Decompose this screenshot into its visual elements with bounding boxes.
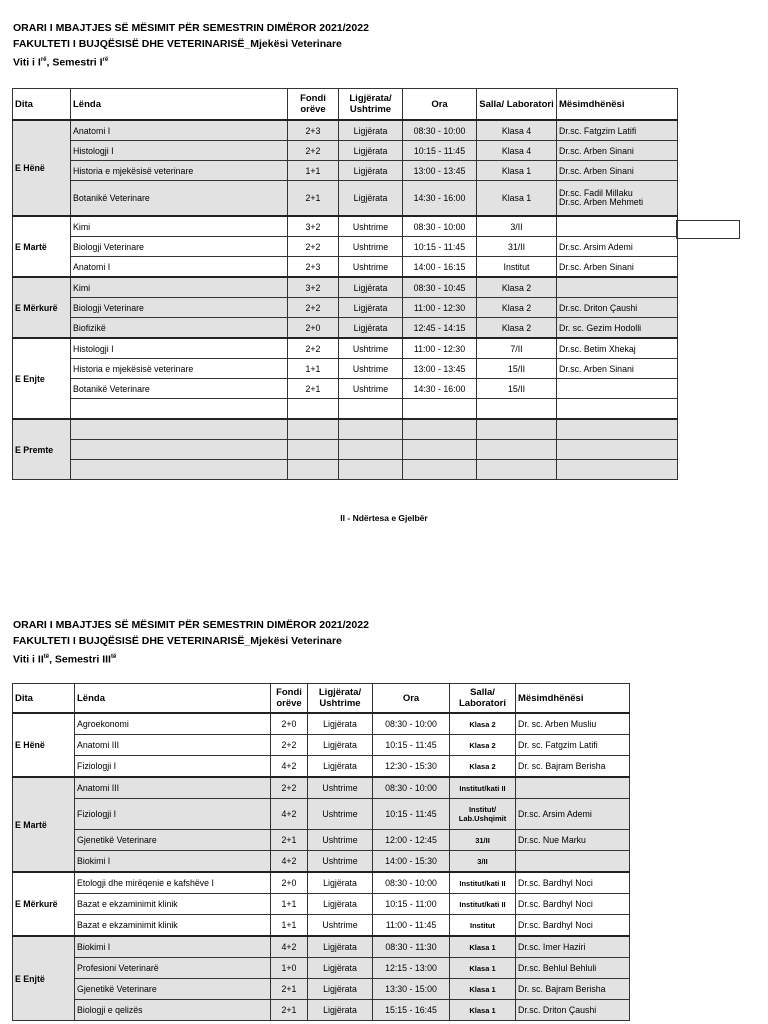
time-cell: 10:15 - 11:45: [403, 141, 477, 161]
time-cell: 11:00 - 12:30: [403, 298, 477, 318]
time-cell: 13:00 - 13:45: [403, 161, 477, 181]
type-cell: Ushtrime: [339, 257, 403, 278]
time-cell: [403, 399, 477, 420]
schedule-title: ORARI I MBAJTJES SË MËSIMIT PËR SEMESTRIN DIMËROR 2021/2022: [13, 619, 369, 631]
day-cell: E Enjtë: [13, 936, 75, 1021]
room-cell: 3/II: [477, 216, 557, 237]
time-cell: [403, 460, 477, 480]
subject-cell: Bazat e ekzaminimit klinik: [75, 915, 271, 937]
header-1: [13, 20, 369, 71]
teacher-cell: Dr.sc. Fatgzim Latifi: [557, 120, 678, 141]
table-row: [13, 830, 630, 851]
table-row: [13, 713, 630, 735]
teacher-cell: Dr.sc. Arsim Ademi: [557, 237, 678, 257]
subject-cell: Biokimi I: [75, 851, 271, 873]
teacher-cell: Dr. sc. Fatgzim Latifi: [516, 735, 630, 756]
table-row: [13, 915, 630, 937]
time-cell: 11:00 - 12:30: [403, 338, 477, 359]
subject-cell: Profesioni Veterinarë: [75, 958, 271, 979]
teacher-cell: Dr. sc. Arben Musliu: [516, 713, 630, 735]
room-cell: [477, 419, 557, 440]
hours-cell: 1+1: [288, 161, 339, 181]
teacher-cell: Dr.sc. Fadil Millaku Dr.sc. Arben Mehmeti: [557, 181, 678, 217]
table-row: [13, 318, 678, 339]
teacher-cell: [516, 851, 630, 873]
table-row: [13, 181, 678, 217]
subject-cell: Biokimi I: [75, 936, 271, 958]
time-cell: 14:30 - 16:00: [403, 181, 477, 217]
subject-cell: Anatomi III: [75, 777, 271, 799]
teacher-cell: [557, 379, 678, 399]
hours-cell: 2+3: [288, 257, 339, 278]
year-semester: Viti i $II^{të}$, Semestri $III^{të}$: [13, 653, 117, 666]
subject-cell: Kimi: [71, 216, 288, 237]
time-cell: 08:30 - 10:00: [403, 216, 477, 237]
table-row: [13, 419, 678, 440]
table-row: [13, 399, 678, 420]
subject-cell: Gjenetikë Veterinare: [75, 830, 271, 851]
type-cell: [339, 460, 403, 480]
hours-cell: 1+1: [288, 359, 339, 379]
hours-cell: 2+1: [288, 181, 339, 217]
subject-cell: [71, 419, 288, 440]
hours-cell: 2+1: [271, 979, 308, 1000]
room-cell: Klasa 2: [477, 318, 557, 339]
subject-cell: Histologji I: [71, 141, 288, 161]
room-cell: [477, 440, 557, 460]
table-row: [13, 1000, 630, 1021]
room-cell: Klasa 2: [450, 713, 516, 735]
subject-cell: Histologji I: [71, 338, 288, 359]
type-cell: [339, 440, 403, 460]
room-cell: Klasa 1: [477, 181, 557, 217]
subject-cell: Biofizikë: [71, 318, 288, 339]
hours-cell: 2+1: [288, 379, 339, 399]
type-cell: Ligjërata: [339, 120, 403, 141]
room-cell: [477, 399, 557, 420]
time-cell: 08:30 - 10:00: [373, 777, 450, 799]
hours-cell: 2+3: [288, 120, 339, 141]
table-row: [13, 851, 630, 873]
table-row: [13, 872, 630, 894]
year-semester: Viti i $I^{rë}$, Semestri $I^{rë}$: [13, 56, 109, 69]
teacher-cell: [557, 216, 678, 237]
type-cell: Ushtrime: [339, 216, 403, 237]
column-header: Lënda: [75, 684, 271, 714]
time-cell: 08:30 - 10:00: [403, 120, 477, 141]
time-cell: 14:00 - 15:30: [373, 851, 450, 873]
time-cell: 14:00 - 16:15: [403, 257, 477, 278]
type-cell: Ligjërata: [308, 872, 373, 894]
hours-cell: 1+0: [271, 958, 308, 979]
subject-cell: [71, 460, 288, 480]
subject-cell: Historia e mjekësisë veterinare: [71, 161, 288, 181]
subject-cell: Gjenetikë Veterinare: [75, 979, 271, 1000]
type-cell: Ligjërata: [339, 141, 403, 161]
time-cell: 15:15 - 16:45: [373, 1000, 450, 1021]
column-header: Fondi orëve: [288, 89, 339, 121]
column-header: Dita: [13, 89, 71, 121]
subject-cell: [71, 399, 288, 420]
table-row: [13, 936, 630, 958]
time-cell: 11:00 - 11:45: [373, 915, 450, 937]
room-cell: 15/II: [477, 359, 557, 379]
header-row: [13, 684, 630, 714]
teacher-cell: Dr.sc. Arben Sinani: [557, 359, 678, 379]
teacher-cell: Dr. sc. Gezim Hodolli: [557, 318, 678, 339]
type-cell: Ushtrime: [339, 338, 403, 359]
teacher-cell: Dr. sc. Bajram Berisha: [516, 979, 630, 1000]
time-cell: 10:15 - 11:45: [373, 735, 450, 756]
day-cell: E Martë: [13, 777, 75, 872]
time-cell: 08:30 - 10:00: [373, 872, 450, 894]
day-cell: E Enjte: [13, 338, 71, 419]
room-cell: Klasa 1: [450, 1000, 516, 1021]
hours-cell: 2+2: [288, 298, 339, 318]
time-cell: [403, 419, 477, 440]
subject-cell: [71, 440, 288, 460]
hours-cell: 2+2: [288, 141, 339, 161]
room-cell: 7/II: [477, 338, 557, 359]
subject-cell: Biologji Veterinare: [71, 298, 288, 318]
time-cell: 13:30 - 15:00: [373, 979, 450, 1000]
teacher-cell: [557, 440, 678, 460]
table-row: [13, 799, 630, 830]
time-cell: 08:30 - 11:30: [373, 936, 450, 958]
teacher-cell: Dr.sc. Arben Sinani: [557, 161, 678, 181]
type-cell: Ligjërata: [308, 1000, 373, 1021]
table-row: [13, 979, 630, 1000]
hours-cell: 2+2: [271, 777, 308, 799]
table-row: [13, 161, 678, 181]
type-cell: [339, 399, 403, 420]
teacher-cell: Dr.sc. Nue Marku: [516, 830, 630, 851]
column-header: Mësimdhënësi: [516, 684, 630, 714]
subject-cell: Fiziologji I: [75, 756, 271, 778]
time-cell: 08:30 - 10:45: [403, 277, 477, 298]
type-cell: Ligjërata: [308, 979, 373, 1000]
teacher-cell: Dr.sc. Arsim Ademi: [516, 799, 630, 830]
teacher-cell: Dr.sc. Arben Sinani: [557, 141, 678, 161]
column-header: Salla/ Laboratori: [477, 89, 557, 121]
table-row: [13, 216, 678, 237]
teacher-cell: Dr.sc. Bardhyl Noci: [516, 894, 630, 915]
type-cell: Ushtrime: [339, 237, 403, 257]
time-cell: 12:00 - 12:45: [373, 830, 450, 851]
teacher-cell: Dr.sc. Driton Çaushi: [516, 1000, 630, 1021]
hours-cell: 2+0: [271, 872, 308, 894]
room-cell: Klasa 4: [477, 141, 557, 161]
table-row: [13, 359, 678, 379]
teacher-cell: [557, 399, 678, 420]
room-cell: Institut/kati II: [450, 777, 516, 799]
room-cell: Institut/kati II: [450, 894, 516, 915]
column-header: Ora: [403, 89, 477, 121]
time-cell: 12:45 - 14:15: [403, 318, 477, 339]
day-cell: E Premte: [13, 419, 71, 480]
type-cell: Ushtrime: [308, 777, 373, 799]
teacher-cell: [557, 460, 678, 480]
room-cell: Klasa 1: [450, 958, 516, 979]
type-cell: Ligjërata: [339, 298, 403, 318]
type-cell: Ushtrime: [308, 915, 373, 937]
type-cell: Ushtrime: [339, 379, 403, 399]
room-cell: Institut/ Lab.Ushqimit: [450, 799, 516, 830]
type-cell: Ligjërata: [308, 958, 373, 979]
column-header: Lënda: [71, 89, 288, 121]
room-cell: Klasa 1: [450, 936, 516, 958]
hours-cell: 2+1: [271, 830, 308, 851]
teacher-cell: [557, 419, 678, 440]
type-cell: Ushtrime: [308, 799, 373, 830]
room-cell: Klasa 4: [477, 120, 557, 141]
building-note: II - Ndërtesa e Gjelbër: [340, 513, 428, 523]
table-row: [13, 141, 678, 161]
table-row: [13, 120, 678, 141]
schedule-table-2: [12, 683, 630, 1021]
type-cell: Ligjërata: [339, 318, 403, 339]
subject-cell: Biologji Veterinare: [71, 237, 288, 257]
time-cell: 10:15 - 11:45: [403, 237, 477, 257]
subject-cell: Anatomi I: [71, 120, 288, 141]
room-cell: 15/II: [477, 379, 557, 399]
header-2: [13, 617, 369, 668]
column-header: Ligjërata/ Ushtrime: [339, 89, 403, 121]
table-row: [13, 338, 678, 359]
teacher-cell: Dr.sc. Bardhyl Noci: [516, 872, 630, 894]
room-cell: 3/II: [450, 851, 516, 873]
subject-cell: Kimi: [71, 277, 288, 298]
table-row: [13, 894, 630, 915]
room-cell: 31/II: [477, 237, 557, 257]
hours-cell: 4+2: [271, 851, 308, 873]
subject-cell: Fiziologji I: [75, 799, 271, 830]
subject-cell: Historia e mjekësisë veterinare: [71, 359, 288, 379]
room-cell: Institut: [450, 915, 516, 937]
teacher-cell: Dr.sc. Arben Sinani: [557, 257, 678, 278]
table-row: [13, 440, 678, 460]
room-cell: 31/II: [450, 830, 516, 851]
room-cell: Klasa 2: [477, 298, 557, 318]
hours-cell: 2+2: [288, 338, 339, 359]
teacher-cell: Dr. sc. Bajram Berisha: [516, 756, 630, 778]
schedule-title: ORARI I MBAJTJES SË MËSIMIT PËR SEMESTRIN DIMËROR 2021/2022: [13, 22, 369, 34]
type-cell: Ushtrime: [308, 830, 373, 851]
hours-cell: 4+2: [271, 756, 308, 778]
day-cell: E Hënë: [13, 713, 75, 777]
room-cell: Institut: [477, 257, 557, 278]
type-cell: Ligjërata: [339, 181, 403, 217]
time-cell: 12:30 - 15:30: [373, 756, 450, 778]
table-row: [13, 756, 630, 778]
hours-cell: 2+2: [288, 237, 339, 257]
type-cell: Ligjërata: [308, 756, 373, 778]
subject-cell: Botanikë Veterinare: [71, 379, 288, 399]
hours-cell: 2+1: [271, 1000, 308, 1021]
hours-cell: [288, 419, 339, 440]
hours-cell: 2+0: [288, 318, 339, 339]
time-cell: 12:15 - 13:00: [373, 958, 450, 979]
hours-cell: 2+2: [271, 735, 308, 756]
header-row: [13, 89, 678, 121]
teacher-cell: Dr.sc. Driton Çaushi: [557, 298, 678, 318]
time-cell: 10:15 - 11:00: [373, 894, 450, 915]
teacher-cell: Dr.sc. Imer Haziri: [516, 936, 630, 958]
faculty-name: FAKULTETI I BUJQËSISË DHE VETERINARISË_Mjekësi Veterinare: [13, 635, 342, 647]
teacher-cell: Dr.sc. Bardhyl Noci: [516, 915, 630, 937]
column-header: Ligjërata/ Ushtrime: [308, 684, 373, 714]
type-cell: Ushtrime: [308, 851, 373, 873]
hours-cell: 1+1: [271, 915, 308, 937]
subject-cell: Biologji e qelizës: [75, 1000, 271, 1021]
room-cell: Klasa 2: [450, 756, 516, 778]
type-cell: Ligjërata: [308, 713, 373, 735]
hours-cell: 4+2: [271, 936, 308, 958]
time-cell: 10:15 - 11:45: [373, 799, 450, 830]
table-row: [13, 958, 630, 979]
room-cell: Klasa 2: [477, 277, 557, 298]
hours-cell: [288, 399, 339, 420]
faculty-name: FAKULTETI I BUJQËSISË DHE VETERINARISË_Mjekësi Veterinare: [13, 38, 342, 50]
teacher-cell: Dr.sc. Behlul Behluli: [516, 958, 630, 979]
type-cell: Ligjërata: [308, 936, 373, 958]
hours-cell: 3+2: [288, 216, 339, 237]
day-cell: E Martë: [13, 216, 71, 277]
room-cell: Klasa 1: [450, 979, 516, 1000]
subject-cell: Etologji dhe mirëqenie e kafshëve I: [75, 872, 271, 894]
schedule-table-1: [12, 88, 678, 480]
table-row: [13, 460, 678, 480]
type-cell: [339, 419, 403, 440]
teacher-cell: Dr.sc. Betim Xhekaj: [557, 338, 678, 359]
table-row: [13, 777, 630, 799]
table-row: [13, 735, 630, 756]
room-cell: Institut/kati II: [450, 872, 516, 894]
type-cell: Ligjërata: [339, 161, 403, 181]
column-header: Ora: [373, 684, 450, 714]
room-cell: Klasa 1: [477, 161, 557, 181]
subject-cell: Botanikë Veterinare: [71, 181, 288, 217]
day-cell: E Mërkurë: [13, 277, 71, 338]
hours-cell: 3+2: [288, 277, 339, 298]
teacher-cell: [557, 277, 678, 298]
hours-cell: 2+0: [271, 713, 308, 735]
hours-cell: 1+1: [271, 894, 308, 915]
column-header: Dita: [13, 684, 75, 714]
table-row: [13, 277, 678, 298]
table-row: [13, 379, 678, 399]
subject-cell: Bazat e ekzaminimit klinik: [75, 894, 271, 915]
room-cell: Klasa 2: [450, 735, 516, 756]
hours-cell: 4+2: [271, 799, 308, 830]
stray-cell: [676, 220, 740, 239]
hours-cell: [288, 440, 339, 460]
type-cell: Ligjërata: [308, 735, 373, 756]
day-cell: E Mërkurë: [13, 872, 75, 936]
subject-cell: Anatomi III: [75, 735, 271, 756]
teacher-cell: [516, 777, 630, 799]
type-cell: Ushtrime: [339, 359, 403, 379]
subject-cell: Anatomi I: [71, 257, 288, 278]
column-header: Mësimdhënësi: [557, 89, 678, 121]
column-header: Fondi orëve: [271, 684, 308, 714]
table-row: [13, 237, 678, 257]
subject-cell: Agroekonomi: [75, 713, 271, 735]
hours-cell: [288, 460, 339, 480]
time-cell: 14:30 - 16:00: [403, 379, 477, 399]
time-cell: [403, 440, 477, 460]
table-row: [13, 257, 678, 278]
type-cell: Ligjërata: [308, 894, 373, 915]
column-header: Salla/ Laboratori: [450, 684, 516, 714]
day-cell: E Hënë: [13, 120, 71, 216]
type-cell: Ligjërata: [339, 277, 403, 298]
room-cell: [477, 460, 557, 480]
time-cell: 13:00 - 13:45: [403, 359, 477, 379]
time-cell: 08:30 - 10:00: [373, 713, 450, 735]
table-row: [13, 298, 678, 318]
